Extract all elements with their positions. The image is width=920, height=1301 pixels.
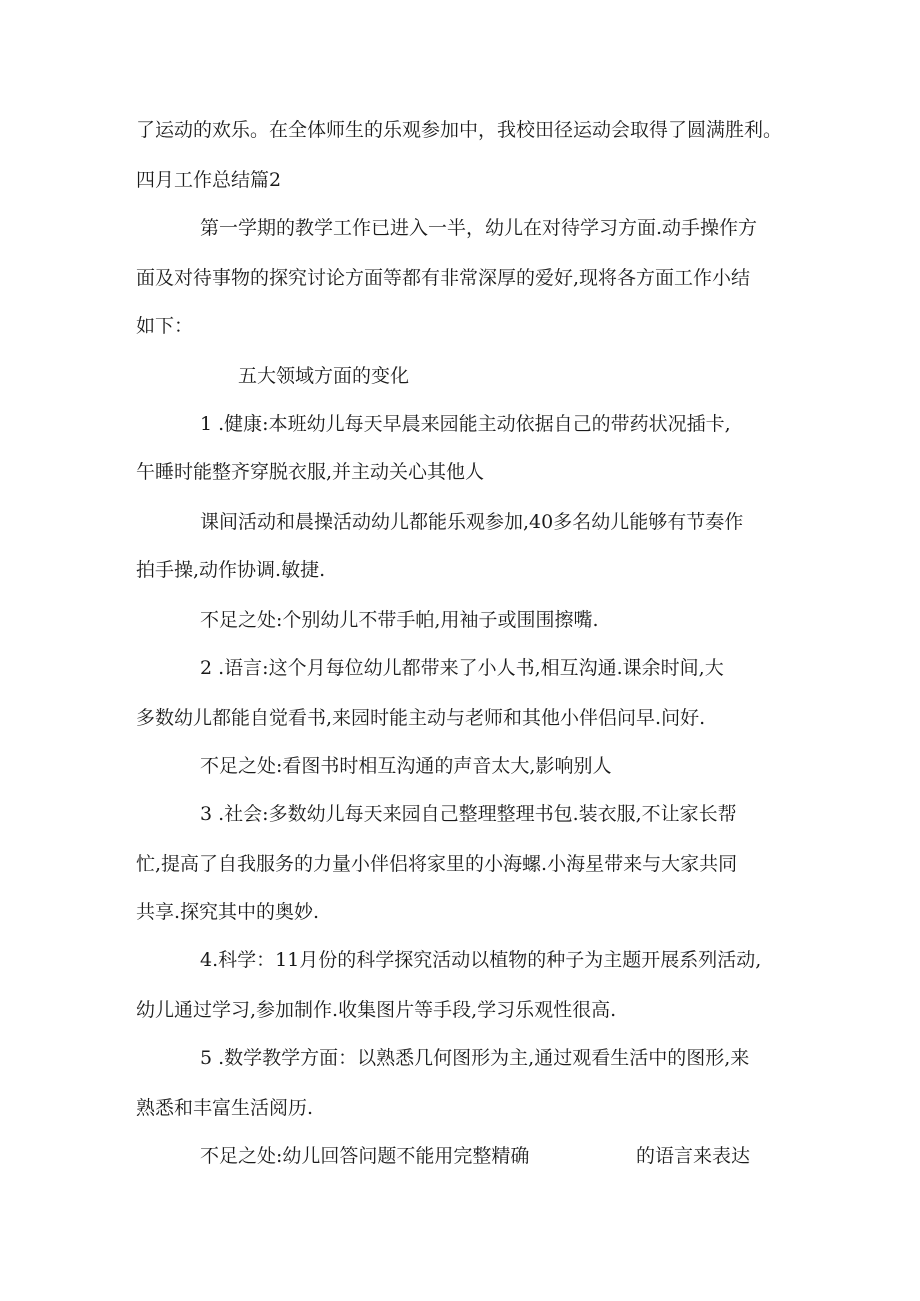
paragraph-line: 共享.探究其中的奥妙. [136, 901, 320, 923]
paragraph-line: 第一学期的教学工作已进入一半，幼儿在对待学习方面.动手操作方 [200, 217, 758, 239]
paragraph-line: 1 .健康:本班幼儿每天早晨来园能主动依据自己的带药状况插卡, [200, 413, 731, 435]
paragraph-line: 的语言来表达 [636, 1145, 751, 1167]
paragraph-line: 如下： [136, 315, 194, 337]
paragraph-line: 2 .语言:这个月每位幼儿都带来了小人书,相互沟通.课余时间,大 [200, 657, 724, 679]
paragraph-line: 拍手操,动作协调.敏捷. [136, 559, 326, 581]
paragraph-line: 熟悉和丰富生活阅历. [136, 1097, 314, 1119]
subheading: 五大领域方面的变化 [238, 365, 410, 387]
section-heading: 四月工作总结篇2 [136, 169, 282, 191]
paragraph-line: 不足之处:个别幼儿不带手帕,用袖子或围围擦嘴. [200, 609, 599, 631]
paragraph-line: 午睡时能整齐穿脱衣服,并主动关心其他人 [136, 461, 485, 483]
paragraph-line: 了运动的欢乐。在全体师生的乐观参加中，我校田径运动会取得了圆满胜利。 [136, 119, 783, 141]
paragraph-line: 4.科学：11月份的科学探究活动以植物的种子为主题开展系列活动, [200, 949, 762, 971]
paragraph-line: 3 .社会:多数幼儿每天来园自己整理整理书包.装衣服,不让家长帮 [200, 803, 737, 825]
paragraph-line: 课间活动和晨操活动幼儿都能乐观参加,40多名幼儿能够有节奏作 [200, 511, 744, 533]
paragraph-line: 不足之处:看图书时相互沟通的声音太大,影响别人 [200, 755, 612, 777]
paragraph-line: 幼儿通过学习,参加制作.收集图片等手段,学习乐观性很高. [136, 999, 617, 1021]
paragraph-line: 5 .数学教学方面：以熟悉几何图形为主,通过观看生活中的图形,来 [200, 1047, 750, 1069]
paragraph-line: 面及对待事物的探究讨论方面等都有非常深厚的爱好,现将各方面工作小结 [136, 267, 751, 289]
paragraph-line: 不足之处:幼儿回答问题不能用完整精确 [200, 1145, 530, 1167]
paragraph-line: 忙,提高了自我服务的力量小伴侣将家里的小海螺.小海星带来与大家共同 [136, 853, 738, 875]
paragraph-line: 多数幼儿都能自觉看书,来园时能主动与老师和其他小伴侣问早.问好. [136, 707, 706, 729]
